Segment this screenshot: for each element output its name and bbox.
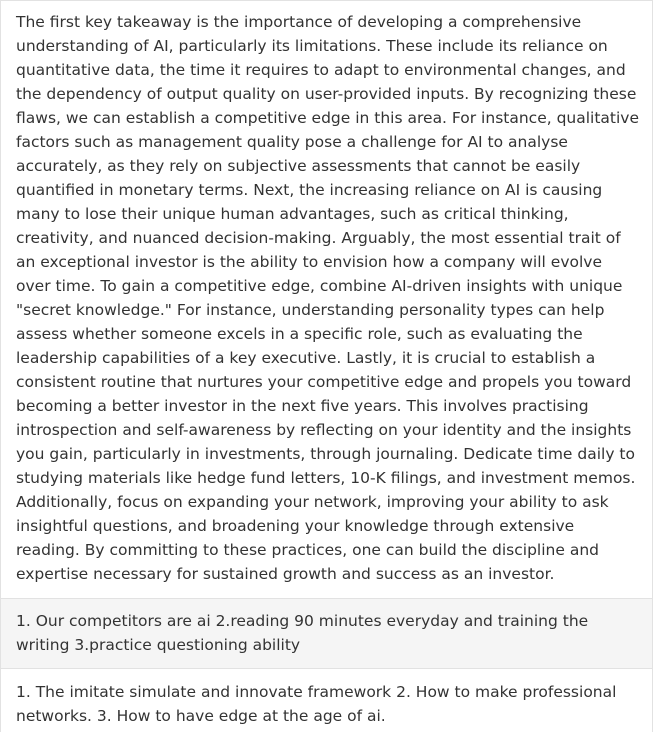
response-cell: 1. The imitate simulate and innovate framework 2. How to make professional networks. 3. How to have edge at the age of ai. bbox=[1, 669, 652, 732]
response-cell: 1. Our competitors are ai 2.reading 90 minutes everyday and training the writing 3.practice questioning ability bbox=[1, 599, 652, 669]
response-cell: The first key takeaway is the importance of developing a comprehensive understanding of AI, particularly its limitations. These include its reliance on quantitative data, the time it requires to adapt to environmental changes, and the dependency of output quality on user-provided inputs. By recognizing these flaws, we can establish a competitive edge in this area. For instance, qualitative factors such as management quality pose a challenge for AI to analyse accurately, as they rely on subjective assessments that cannot be easily quantified in monetary terms. Next, the increasing reliance on AI is causing many to lose their unique human advantages, such as critical thinking, creativity, and nuanced decision-making. Arguably, the most essential trait of an exceptional investor is the ability to envision how a company will evolve over time. To gain a competitive edge, combine AI-driven insights with unique "secret knowledge." For instance, understanding personality types can help assess whether someone excels in a specific role, such as evaluating the leadership capabilities of a key executive. Lastly, it is crucial to establish a consistent routine that nurtures your competitive edge and propels you toward becoming a better investor in the next five years. This involves practising introspection and self-awareness by reflecting on your identity and the insights you gain, particularly in investments, through journaling. Dedicate time daily to studying materials like hedge fund letters, 10-K filings, and investment memos. Additionally, focus on expanding your network, improving your ability to ask insightful questions, and broadening your knowledge through extensive reading. By committing to these practices, one can build the discipline and expertise necessary for sustained growth and success as an investor. bbox=[1, 1, 652, 599]
